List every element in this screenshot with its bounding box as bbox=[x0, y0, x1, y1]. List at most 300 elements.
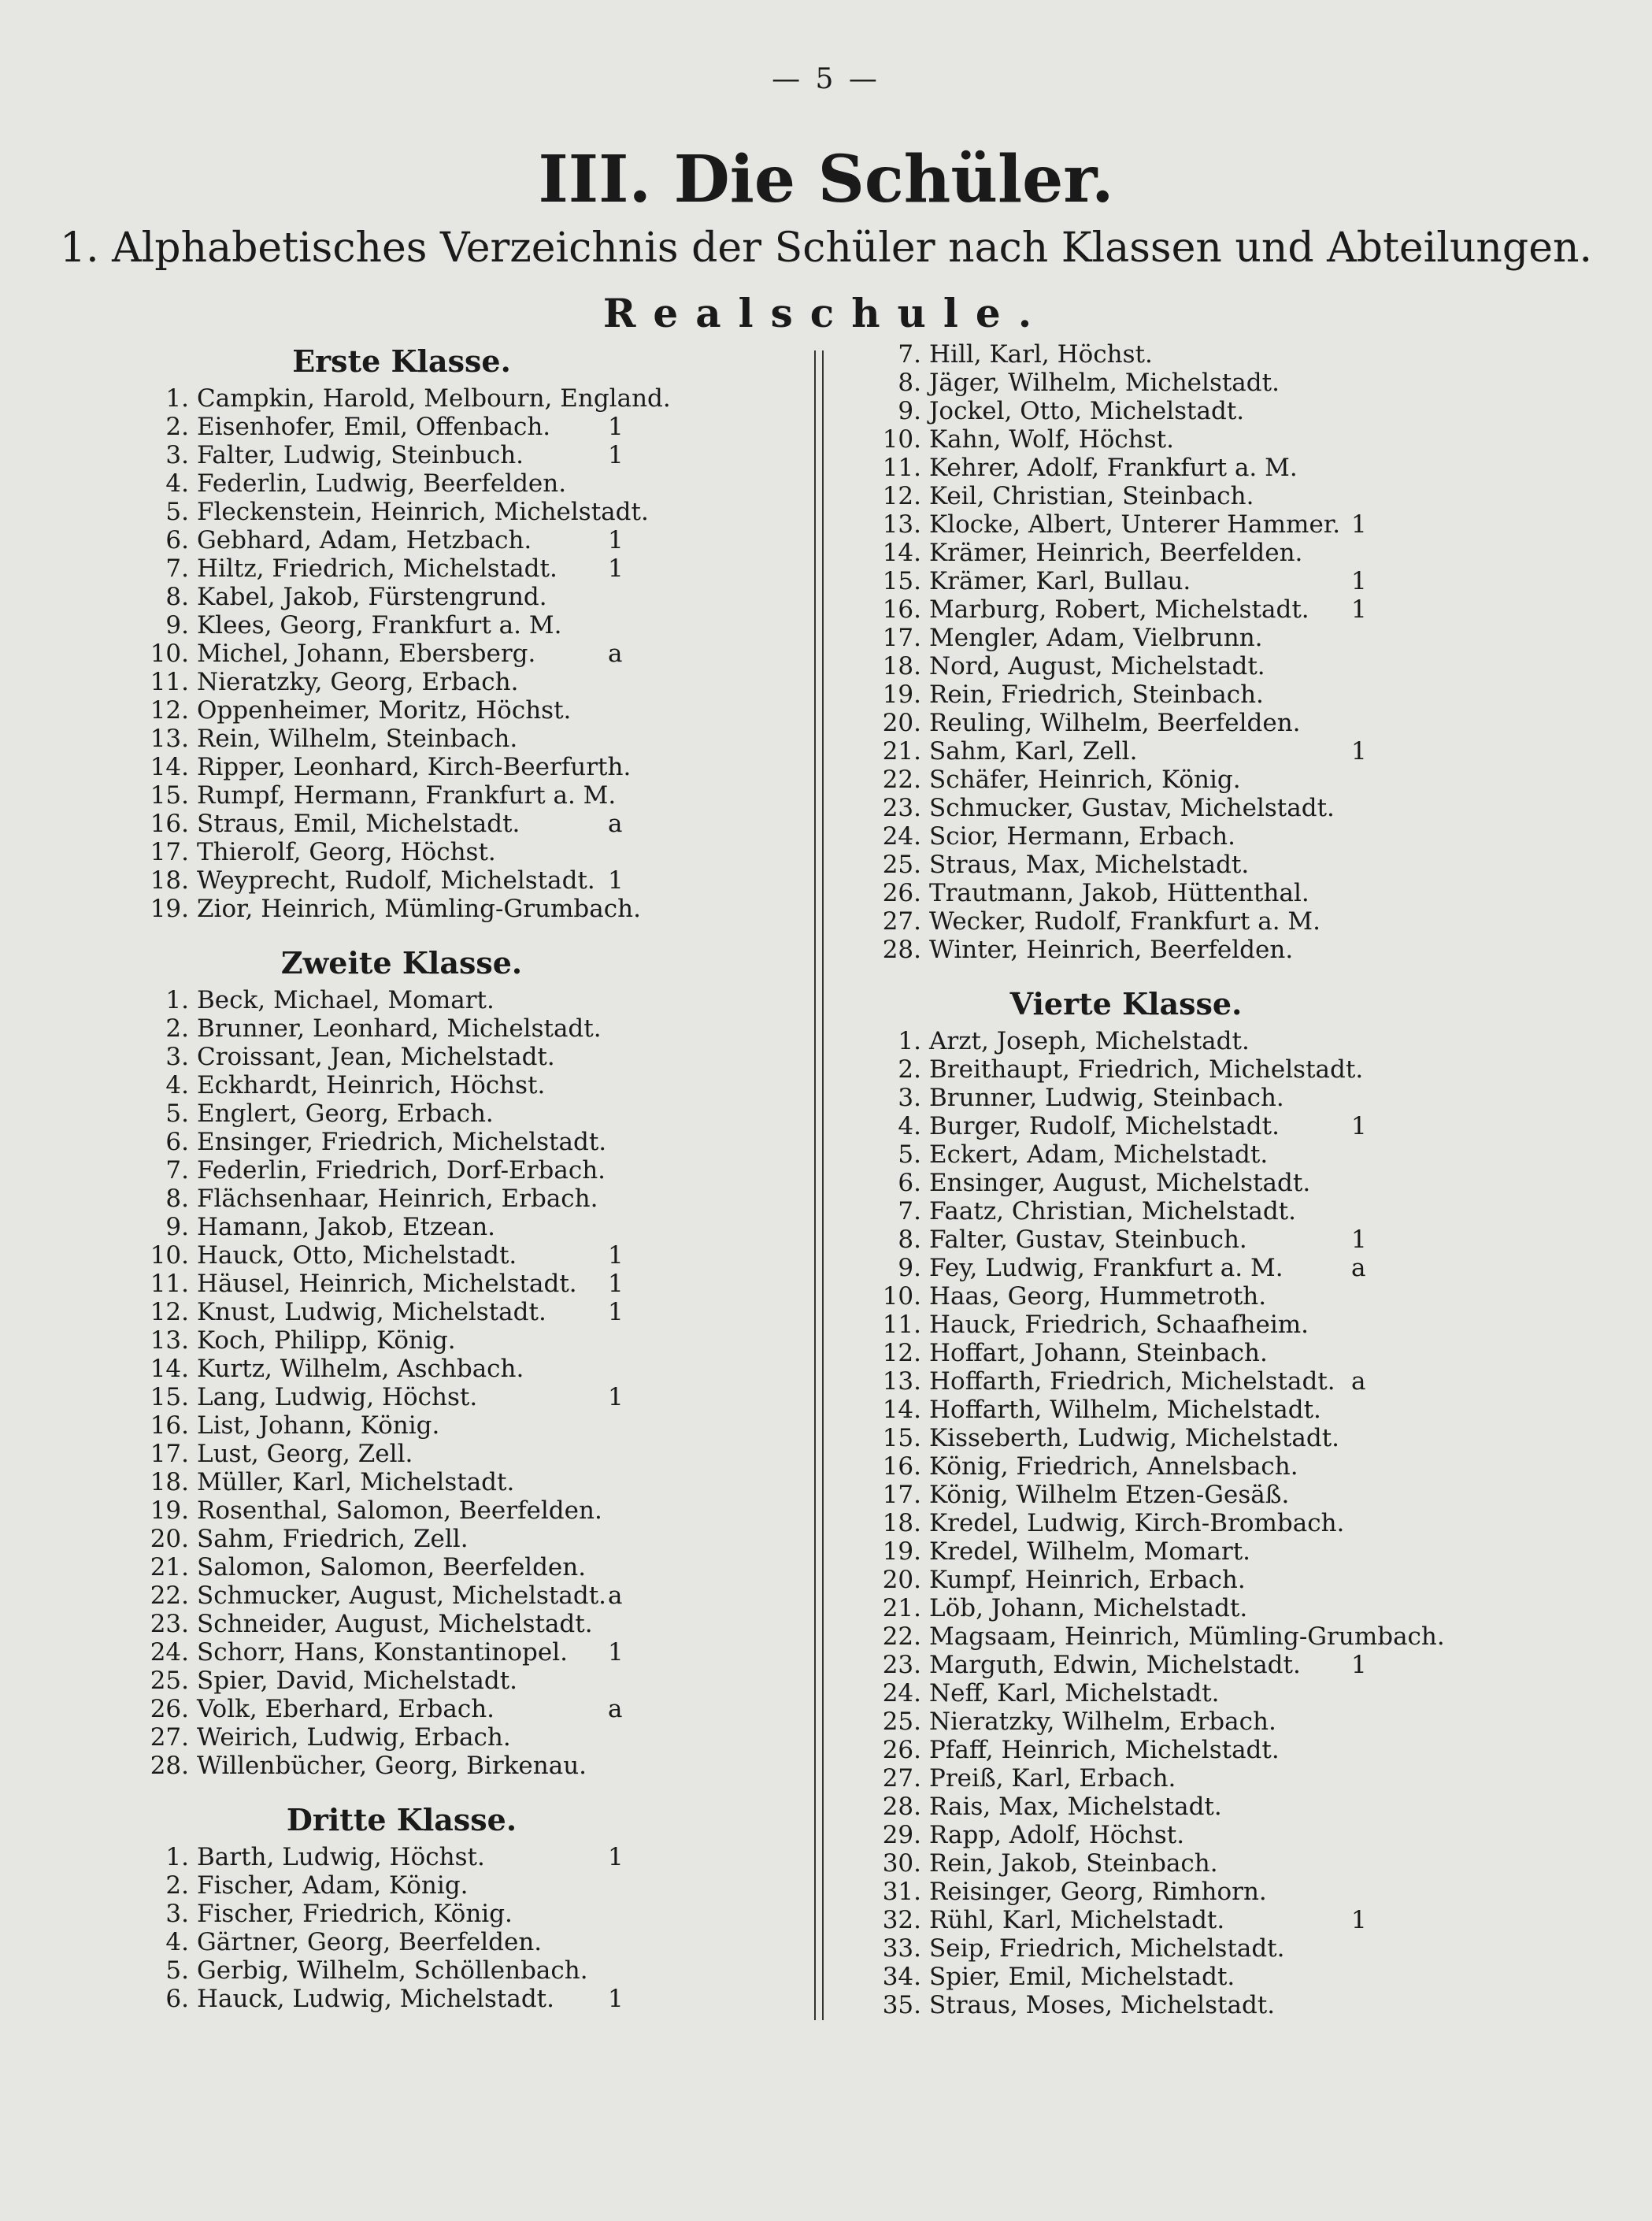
entry-number: 7. bbox=[898, 1197, 921, 1225]
entry-number: 12. bbox=[150, 1298, 189, 1326]
entry-number: 8. bbox=[165, 583, 189, 611]
student-name: Spier, Emil, Michelstadt. bbox=[929, 1963, 1235, 1991]
student-entry bbox=[150, 986, 811, 1014]
student-entry bbox=[882, 624, 1559, 652]
student-name: Mengler, Adam, Vielbrunn. bbox=[929, 624, 1263, 652]
entry-number: 14. bbox=[150, 753, 189, 781]
student-entry bbox=[882, 1140, 1559, 1169]
student-name: Jockel, Otto, Michelstadt. bbox=[929, 397, 1245, 425]
entry-number: 19. bbox=[150, 1496, 189, 1525]
entry-number: 8. bbox=[165, 1185, 189, 1213]
student-name: Nord, August, Michelstadt. bbox=[929, 652, 1265, 680]
student-entry bbox=[150, 384, 811, 413]
student-entry bbox=[882, 595, 1559, 624]
student-name: Michel, Johann, Ebersberg. bbox=[197, 640, 536, 668]
class-heading: Dritte Klasse. bbox=[286, 1802, 517, 1837]
student-entry bbox=[150, 753, 811, 781]
entry-mark: 1 bbox=[608, 441, 624, 469]
student-name: Wecker, Rudolf, Frankfurt a. M. bbox=[929, 907, 1321, 936]
student-entry bbox=[882, 1736, 1559, 1764]
student-name: Rein, Wilhelm, Steinbach. bbox=[197, 725, 518, 753]
student-name: Straus, Moses, Michelstadt. bbox=[929, 1991, 1276, 2019]
student-entry bbox=[882, 1254, 1559, 1282]
student-name: Federlin, Ludwig, Beerfelden. bbox=[197, 469, 567, 498]
student-entry bbox=[150, 1928, 811, 1956]
student-name: Kisseberth, Ludwig, Michelstadt. bbox=[929, 1424, 1340, 1452]
student-name: Klocke, Albert, Unterer Hammer. bbox=[929, 510, 1341, 539]
entry-number: 18. bbox=[150, 1468, 189, 1496]
entry-number: 9. bbox=[898, 397, 921, 425]
student-name: Schorr, Hans, Konstantinopel. bbox=[197, 1638, 568, 1667]
student-entry bbox=[150, 1667, 811, 1695]
student-entry bbox=[150, 1525, 811, 1553]
student-name: König, Wilhelm Etzen-Gesäß. bbox=[929, 1481, 1290, 1509]
student-name: Häusel, Heinrich, Michelstadt. bbox=[197, 1270, 577, 1298]
student-name: Müller, Karl, Michelstadt. bbox=[197, 1468, 515, 1496]
student-entry bbox=[150, 1383, 811, 1411]
student-name: Krämer, Heinrich, Beerfelden. bbox=[929, 539, 1303, 567]
student-entry bbox=[150, 1298, 811, 1326]
student-name: Gerbig, Wilhelm, Schöllenbach. bbox=[197, 1956, 588, 1985]
student-name: Rühl, Karl, Michelstadt. bbox=[929, 1906, 1225, 1934]
entry-number: 31. bbox=[882, 1878, 921, 1906]
student-entry bbox=[150, 611, 811, 640]
entry-number: 30. bbox=[882, 1849, 921, 1878]
entry-number: 5. bbox=[165, 1099, 189, 1128]
student-entry bbox=[150, 1843, 811, 1871]
entry-mark: 1 bbox=[1351, 1225, 1367, 1254]
student-entry bbox=[150, 1440, 811, 1468]
entry-number: 22. bbox=[882, 1622, 921, 1651]
entry-mark: 1 bbox=[1351, 595, 1367, 624]
entry-number: 21. bbox=[150, 1553, 189, 1581]
student-name: Willenbücher, Georg, Birkenau. bbox=[197, 1752, 587, 1780]
student-entry bbox=[882, 1452, 1559, 1481]
block-spacer bbox=[150, 923, 811, 940]
entry-mark: 1 bbox=[608, 554, 624, 583]
entry-number: 13. bbox=[150, 1326, 189, 1355]
entry-mark: 1 bbox=[1351, 1651, 1367, 1679]
entry-number: 7. bbox=[898, 340, 921, 369]
entry-number: 13. bbox=[882, 510, 921, 539]
student-entry bbox=[150, 781, 811, 810]
entry-number: 4. bbox=[165, 1928, 189, 1956]
student-name: Reuling, Wilhelm, Beerfelden. bbox=[929, 709, 1301, 737]
entry-number: 13. bbox=[882, 1367, 921, 1396]
entry-number: 18. bbox=[882, 652, 921, 680]
entry-mark: 1 bbox=[1351, 1906, 1367, 1934]
student-entry bbox=[882, 737, 1559, 766]
student-entry bbox=[150, 1043, 811, 1071]
student-entry bbox=[882, 907, 1559, 936]
student-name: Croissant, Jean, Michelstadt. bbox=[197, 1043, 555, 1071]
student-entry bbox=[882, 1225, 1559, 1254]
entry-number: 16. bbox=[882, 595, 921, 624]
student-name: Flächsenhaar, Heinrich, Erbach. bbox=[197, 1185, 598, 1213]
entry-mark: 1 bbox=[1351, 567, 1367, 595]
student-name: Rosenthal, Salomon, Beerfelden. bbox=[197, 1496, 602, 1525]
student-entry bbox=[150, 1581, 811, 1610]
student-entry bbox=[882, 1622, 1559, 1651]
student-entry bbox=[150, 1185, 811, 1213]
student-name: Seip, Friedrich, Michelstadt. bbox=[929, 1934, 1285, 1963]
student-name: Straus, Max, Michelstadt. bbox=[929, 851, 1250, 879]
block-spacer bbox=[882, 964, 1559, 981]
student-entry bbox=[150, 866, 811, 895]
entry-number: 10. bbox=[882, 1282, 921, 1311]
student-name: Schäfer, Heinrich, König. bbox=[929, 766, 1241, 794]
student-entry bbox=[882, 1679, 1559, 1707]
student-entry bbox=[882, 567, 1559, 595]
student-entry bbox=[882, 1055, 1559, 1084]
entry-number: 16. bbox=[150, 810, 189, 838]
student-name: Thierolf, Georg, Höchst. bbox=[197, 838, 496, 866]
student-name: Campkin, Harold, Melbourn, England. bbox=[197, 384, 671, 413]
student-name: Scior, Hermann, Erbach. bbox=[929, 822, 1235, 851]
student-name: Federlin, Friedrich, Dorf-Erbach. bbox=[197, 1156, 606, 1185]
entry-number: 16. bbox=[882, 1452, 921, 1481]
student-entry bbox=[150, 526, 811, 554]
entry-mark: 1 bbox=[608, 1270, 624, 1298]
entry-number: 24. bbox=[150, 1638, 189, 1667]
entry-number: 12. bbox=[882, 482, 921, 510]
student-entry bbox=[882, 1963, 1559, 1991]
entry-number: 10. bbox=[150, 1241, 189, 1270]
student-name: Ensinger, Friedrich, Michelstadt. bbox=[197, 1128, 607, 1156]
entry-number: 25. bbox=[882, 851, 921, 879]
entry-number: 18. bbox=[882, 1509, 921, 1537]
student-name: Zior, Heinrich, Mümling-Grumbach. bbox=[197, 895, 641, 923]
student-entry bbox=[150, 1956, 811, 1985]
student-name: Englert, Georg, Erbach. bbox=[197, 1099, 494, 1128]
student-name: Neff, Karl, Michelstadt. bbox=[929, 1679, 1220, 1707]
student-name: Klees, Georg, Frankfurt a. M. bbox=[197, 611, 562, 640]
student-entry bbox=[882, 709, 1559, 737]
page-number: — 5 — bbox=[772, 63, 880, 95]
student-name: Arzt, Joseph, Michelstadt. bbox=[929, 1027, 1250, 1055]
student-name: Keil, Christian, Steinbach. bbox=[929, 482, 1254, 510]
student-name: Jäger, Wilhelm, Michelstadt. bbox=[929, 369, 1280, 397]
student-name: Hiltz, Friedrich, Michelstadt. bbox=[197, 554, 557, 583]
entry-number: 35. bbox=[882, 1991, 921, 2019]
student-name: Hamann, Jakob, Etzean. bbox=[197, 1213, 496, 1241]
entry-number: 26. bbox=[150, 1695, 189, 1723]
student-name: Schneider, August, Michelstadt. bbox=[197, 1610, 593, 1638]
entry-number: 9. bbox=[165, 1213, 189, 1241]
student-name: Hoffarth, Wilhelm, Michelstadt. bbox=[929, 1396, 1321, 1424]
student-name: Knust, Ludwig, Michelstadt. bbox=[197, 1298, 546, 1326]
entry-number: 28. bbox=[882, 936, 921, 964]
student-entry bbox=[150, 1128, 811, 1156]
entry-number: 5. bbox=[898, 1140, 921, 1169]
entry-number: 6. bbox=[165, 1985, 189, 2013]
entry-number: 3. bbox=[165, 1900, 189, 1928]
student-entry bbox=[882, 1906, 1559, 1934]
entry-number: 15. bbox=[882, 567, 921, 595]
page-title: III. Die Schüler. bbox=[538, 142, 1114, 217]
student-name: Rein, Friedrich, Steinbach. bbox=[929, 680, 1264, 709]
entry-number: 3. bbox=[165, 1043, 189, 1071]
student-entry bbox=[150, 1871, 811, 1900]
student-entry bbox=[882, 1849, 1559, 1878]
entry-number: 14. bbox=[882, 1396, 921, 1424]
student-entry bbox=[882, 1169, 1559, 1197]
class-heading: Vierte Klasse. bbox=[1009, 986, 1243, 1022]
student-name: Pfaff, Heinrich, Michelstadt. bbox=[929, 1736, 1280, 1764]
student-name: Löb, Johann, Michelstadt. bbox=[929, 1594, 1248, 1622]
entry-number: 34. bbox=[882, 1963, 921, 1991]
entry-number: 10. bbox=[150, 640, 189, 668]
student-name: Eisenhofer, Emil, Offenbach. bbox=[197, 413, 551, 441]
entry-number: 23. bbox=[882, 1651, 921, 1679]
student-name: Fischer, Adam, König. bbox=[197, 1871, 469, 1900]
entry-number: 27. bbox=[150, 1723, 189, 1752]
student-name: Nieratzky, Georg, Erbach. bbox=[197, 668, 519, 696]
entry-number: 2. bbox=[165, 413, 189, 441]
student-name: Winter, Heinrich, Beerfelden. bbox=[929, 936, 1294, 964]
entry-number: 11. bbox=[150, 1270, 189, 1298]
entry-number: 6. bbox=[898, 1169, 921, 1197]
student-entry bbox=[882, 1481, 1559, 1509]
entry-number: 9. bbox=[165, 611, 189, 640]
left-column bbox=[150, 339, 811, 2013]
entry-number: 16. bbox=[150, 1411, 189, 1440]
entry-number: 13. bbox=[150, 725, 189, 753]
student-name: Eckert, Adam, Michelstadt. bbox=[929, 1140, 1269, 1169]
student-entry bbox=[882, 936, 1559, 964]
entry-mark: a bbox=[1351, 1367, 1366, 1396]
student-name: Straus, Emil, Michelstadt. bbox=[197, 810, 520, 838]
student-entry bbox=[150, 1985, 811, 2013]
entry-number: 11. bbox=[882, 1311, 921, 1339]
student-entry bbox=[150, 1241, 811, 1270]
student-name: Hauck, Ludwig, Michelstadt. bbox=[197, 1985, 554, 2013]
student-name: Lang, Ludwig, Höchst. bbox=[197, 1383, 478, 1411]
entry-number: 5. bbox=[165, 1956, 189, 1985]
student-entry bbox=[882, 539, 1559, 567]
student-entry bbox=[882, 1934, 1559, 1963]
entry-number: 4. bbox=[165, 1071, 189, 1099]
student-entry bbox=[882, 1424, 1559, 1452]
student-name: Oppenheimer, Moritz, Höchst. bbox=[197, 696, 572, 725]
entry-number: 26. bbox=[882, 879, 921, 907]
student-name: Breithaupt, Friedrich, Michelstadt. bbox=[929, 1055, 1364, 1084]
student-name: Kredel, Wilhelm, Momart. bbox=[929, 1537, 1251, 1566]
student-entry bbox=[882, 425, 1559, 454]
student-name: Hoffart, Johann, Steinbach. bbox=[929, 1339, 1268, 1367]
block-spacer bbox=[150, 1780, 811, 1797]
student-entry bbox=[150, 413, 811, 441]
entry-number: 1. bbox=[165, 1843, 189, 1871]
student-entry bbox=[150, 838, 811, 866]
entry-number: 29. bbox=[882, 1821, 921, 1849]
entry-number: 17. bbox=[150, 1440, 189, 1468]
entry-number: 17. bbox=[150, 838, 189, 866]
entry-number: 21. bbox=[882, 737, 921, 766]
student-entry bbox=[882, 1027, 1559, 1055]
column-divider bbox=[814, 350, 824, 2020]
right-column bbox=[882, 340, 1559, 2019]
student-entry bbox=[150, 1553, 811, 1581]
entry-number: 17. bbox=[882, 624, 921, 652]
student-entry bbox=[150, 441, 811, 469]
entry-number: 2. bbox=[165, 1014, 189, 1043]
student-entry bbox=[150, 1213, 811, 1241]
student-entry bbox=[882, 1282, 1559, 1311]
student-entry bbox=[882, 879, 1559, 907]
student-name: Beck, Michael, Momart. bbox=[197, 986, 494, 1014]
student-entry bbox=[150, 583, 811, 611]
class-heading: Zweite Klasse. bbox=[280, 945, 523, 981]
entry-number: 23. bbox=[150, 1610, 189, 1638]
student-name: Kumpf, Heinrich, Erbach. bbox=[929, 1566, 1246, 1594]
entry-number: 25. bbox=[150, 1667, 189, 1695]
entry-mark: 1 bbox=[1351, 510, 1367, 539]
student-name: Preiß, Karl, Erbach. bbox=[929, 1764, 1176, 1793]
entry-number: 12. bbox=[882, 1339, 921, 1367]
student-entry bbox=[882, 794, 1559, 822]
entry-mark: 1 bbox=[608, 1298, 624, 1326]
page-subtitle: 1. Alphabetisches Verzeichnis der Schüler nach Klassen und Abteilungen. bbox=[59, 224, 1592, 272]
entry-number: 7. bbox=[165, 1156, 189, 1185]
student-entry bbox=[882, 369, 1559, 397]
student-entry bbox=[882, 340, 1559, 369]
student-name: Brunner, Ludwig, Steinbach. bbox=[929, 1084, 1284, 1112]
entry-mark: 1 bbox=[1351, 1112, 1367, 1140]
student-name: Lust, Georg, Zell. bbox=[197, 1440, 413, 1468]
student-entry bbox=[882, 510, 1559, 539]
student-entry bbox=[150, 498, 811, 526]
student-entry bbox=[150, 668, 811, 696]
entry-number: 3. bbox=[898, 1084, 921, 1112]
student-name: Kabel, Jakob, Fürstengrund. bbox=[197, 583, 547, 611]
entry-number: 22. bbox=[150, 1581, 189, 1610]
student-name: List, Johann, König. bbox=[197, 1411, 440, 1440]
student-entry bbox=[150, 1695, 811, 1723]
entry-number: 21. bbox=[882, 1594, 921, 1622]
entry-mark: 1 bbox=[608, 413, 624, 441]
student-name: Schmucker, August, Michelstadt. bbox=[197, 1581, 607, 1610]
entry-mark: 1 bbox=[608, 1241, 624, 1270]
student-name: Eckhardt, Heinrich, Höchst. bbox=[197, 1071, 546, 1099]
student-entry bbox=[150, 1411, 811, 1440]
entry-number: 24. bbox=[882, 1679, 921, 1707]
student-name: Fischer, Friedrich, König. bbox=[197, 1900, 513, 1928]
entry-number: 2. bbox=[165, 1871, 189, 1900]
student-entry bbox=[882, 1878, 1559, 1906]
student-name: Fey, Ludwig, Frankfurt a. M. bbox=[929, 1254, 1283, 1282]
entry-number: 26. bbox=[882, 1736, 921, 1764]
student-entry bbox=[150, 1900, 811, 1928]
student-entry bbox=[882, 1396, 1559, 1424]
student-name: Falter, Gustav, Steinbuch. bbox=[929, 1225, 1247, 1254]
entry-number: 11. bbox=[150, 668, 189, 696]
entry-number: 23. bbox=[882, 794, 921, 822]
student-entry bbox=[150, 1610, 811, 1638]
student-name: Spier, David, Michelstadt. bbox=[197, 1667, 518, 1695]
entry-number: 20. bbox=[882, 709, 921, 737]
student-name: König, Friedrich, Annelsbach. bbox=[929, 1452, 1298, 1481]
student-name: Weyprecht, Rudolf, Michelstadt. bbox=[197, 866, 595, 895]
student-name: Hauck, Friedrich, Schaafheim. bbox=[929, 1311, 1309, 1339]
student-entry bbox=[150, 895, 811, 923]
student-entry bbox=[882, 1991, 1559, 2019]
entry-number: 19. bbox=[882, 1537, 921, 1566]
student-entry bbox=[882, 766, 1559, 794]
student-name: Hoffarth, Friedrich, Michelstadt. bbox=[929, 1367, 1335, 1396]
student-entry bbox=[882, 1197, 1559, 1225]
entry-number: 25. bbox=[882, 1707, 921, 1736]
student-name: Kurtz, Wilhelm, Aschbach. bbox=[197, 1355, 524, 1383]
student-entry bbox=[882, 1112, 1559, 1140]
student-entry bbox=[150, 1496, 811, 1525]
student-entry bbox=[882, 454, 1559, 482]
entry-number: 14. bbox=[882, 539, 921, 567]
student-entry bbox=[882, 1311, 1559, 1339]
entry-mark: a bbox=[608, 810, 623, 838]
entry-number: 14. bbox=[150, 1355, 189, 1383]
student-entry bbox=[150, 1014, 811, 1043]
entry-number: 11. bbox=[882, 454, 921, 482]
student-name: Ensinger, August, Michelstadt. bbox=[929, 1169, 1311, 1197]
class-heading: Erste Klasse. bbox=[292, 343, 511, 379]
entry-mark: 1 bbox=[608, 1843, 624, 1871]
entry-number: 8. bbox=[898, 1225, 921, 1254]
entry-number: 15. bbox=[150, 781, 189, 810]
entry-number: 15. bbox=[882, 1424, 921, 1452]
student-name: Nieratzky, Wilhelm, Erbach. bbox=[929, 1707, 1276, 1736]
entry-number: 28. bbox=[882, 1793, 921, 1821]
student-entry bbox=[150, 1270, 811, 1298]
entry-mark: a bbox=[608, 1581, 623, 1610]
student-entry bbox=[882, 1566, 1559, 1594]
student-name: Hill, Karl, Höchst. bbox=[929, 340, 1153, 369]
student-name: Brunner, Leonhard, Michelstadt. bbox=[197, 1014, 602, 1043]
student-entry bbox=[150, 1326, 811, 1355]
student-entry bbox=[150, 554, 811, 583]
student-entry bbox=[150, 1355, 811, 1383]
entry-number: 20. bbox=[882, 1566, 921, 1594]
entry-number: 3. bbox=[165, 441, 189, 469]
student-name: Reisinger, Georg, Rimhorn. bbox=[929, 1878, 1267, 1906]
entry-mark: 1 bbox=[608, 1985, 624, 2013]
entry-mark: a bbox=[608, 640, 623, 668]
student-name: Haas, Georg, Hummetroth. bbox=[929, 1282, 1267, 1311]
student-entry bbox=[882, 851, 1559, 879]
student-entry bbox=[150, 469, 811, 498]
student-entry bbox=[882, 397, 1559, 425]
entry-number: 27. bbox=[882, 907, 921, 936]
entry-number: 10. bbox=[882, 425, 921, 454]
student-name: Weirich, Ludwig, Erbach. bbox=[197, 1723, 511, 1752]
student-name: Schmucker, Gustav, Michelstadt. bbox=[929, 794, 1335, 822]
student-entry bbox=[150, 1156, 811, 1185]
student-entry bbox=[150, 1071, 811, 1099]
student-entry bbox=[882, 482, 1559, 510]
student-entry bbox=[882, 1707, 1559, 1736]
student-name: Barth, Ludwig, Höchst. bbox=[197, 1843, 485, 1871]
student-entry bbox=[882, 1084, 1559, 1112]
student-entry bbox=[150, 810, 811, 838]
entry-number: 7. bbox=[165, 554, 189, 583]
entry-number: 2. bbox=[898, 1055, 921, 1084]
student-entry bbox=[882, 1509, 1559, 1537]
entry-mark: a bbox=[1351, 1254, 1366, 1282]
student-entry bbox=[882, 1537, 1559, 1566]
section-heading: Realschule. bbox=[602, 290, 1050, 336]
student-entry bbox=[882, 1651, 1559, 1679]
student-entry bbox=[882, 652, 1559, 680]
